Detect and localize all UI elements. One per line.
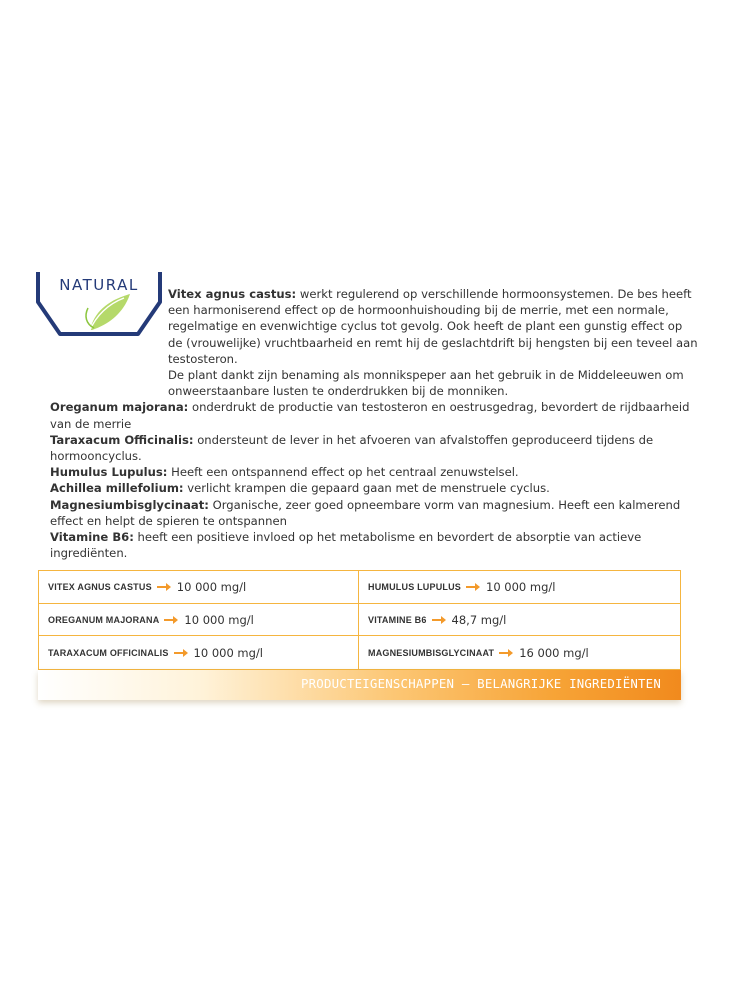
arrow-right-icon: [174, 649, 188, 657]
description-paragraph: [50, 497, 700, 529]
ingredient-value: 10 000 mg/l: [184, 612, 254, 627]
term-text: Heeft een ontspannend effect op het centraal zenuwstelsel.: [167, 465, 519, 480]
badge-label: NATURAL: [59, 276, 139, 294]
ingredient-cell: [359, 604, 680, 636]
ingredient-value: 10 000 mg/l: [486, 580, 556, 594]
ingredient-cell: [39, 604, 359, 636]
term-text: werkt regulerend op verschillende hormoonsystemen. De bes heeft een harmoniserend effect op de hormoonhuishouding bij de merrie, met een normale, regelmatige en evenwichtige cyclus tot gevolg. Ook heeft de plant een gunstig effect op de (vrouwelijke) vruchtbaarheid en remt hij de geslachtdrift bij hengsten bij een teveel aan testosteron.: [168, 287, 698, 366]
ingredient-name: TARAXACUM OFFICINALIS: [48, 647, 169, 658]
banner-title: PRODUCTEIGENSCHAPPEN – BELANGRIJKE INGREDIËNTEN: [300, 676, 661, 691]
term: Taraxacum Officinalis:: [50, 432, 194, 447]
description-paragraph: [50, 432, 700, 464]
ingredient-value: 16 000 mg/l: [519, 645, 589, 660]
ingredient-value: 10 000 mg/l: [193, 645, 263, 660]
ingredient-name: OREGANUM MAJORANA: [48, 614, 160, 625]
term: Vitex agnus castus:: [168, 287, 297, 301]
ingredients-table: [38, 570, 681, 700]
arrow-right-icon: [466, 583, 480, 591]
term: Magnesiumbisglycinaat:: [50, 497, 209, 512]
arrow-right-icon: [164, 616, 178, 624]
term-text: De plant dankt zijn benaming als monnikspeper aan het gebruik in de Middeleeuwen om onweerstaanbare lusten te onderdrukken bij de monniken.: [168, 368, 684, 399]
ingredient-name: VITAMINE B6: [368, 614, 427, 625]
term: Humulus Lupulus:: [50, 465, 168, 480]
term-text: heeft een positieve invloed op het metabolisme en bevordert de absorptie van actieve ingrediënten.: [50, 530, 642, 561]
description-paragraph: [50, 399, 700, 431]
arrow-right-icon: [157, 583, 171, 591]
ingredient-cell: [359, 571, 680, 604]
ingredient-name: MAGNESIUMBISGLYCINAAT: [368, 647, 495, 658]
description-paragraph: [50, 480, 700, 496]
ingredient-value: 10 000 mg/l: [176, 580, 247, 594]
description-paragraph: [50, 529, 700, 561]
term-text: Organische, zeer goed opneembare vorm van magnesium. Heeft een kalmerend effect en helpt de spieren te ontspannen: [50, 497, 681, 528]
term: Achillea millefolium:: [50, 481, 184, 496]
description-paragraph: [50, 286, 700, 367]
term-text: ondersteunt de lever in het afvoeren van afvalstoffen geproduceerd tijdens de hormooncyclus.: [50, 432, 654, 464]
ingredients-grid: [38, 570, 681, 670]
ingredient-name: HUMULUS LUPULUS: [368, 582, 461, 592]
description-paragraph: [50, 464, 700, 480]
description-paragraph: [50, 367, 700, 399]
ingredient-cell: [39, 636, 359, 669]
term: Oreganum majorana:: [50, 400, 189, 415]
ingredient-name: VITEX AGNUS CASTUS: [48, 582, 152, 592]
ingredient-cell: [39, 571, 359, 604]
arrow-right-icon: [499, 649, 513, 657]
ingredient-description: [50, 286, 700, 561]
ingredient-value: 48,7 mg/l: [451, 612, 507, 627]
arrow-right-icon: [432, 616, 446, 624]
section-banner: [38, 670, 681, 700]
term-text: onderdrukt de productie van testosteron en oestrusgedrag, bevordert de rijdbaarheid van de merrie: [50, 400, 690, 431]
ingredient-cell: [359, 636, 680, 669]
term-text: verlicht krampen die gepaard gaan met de menstruele cyclus.: [183, 481, 550, 496]
term: Vitamine B6:: [50, 530, 134, 545]
